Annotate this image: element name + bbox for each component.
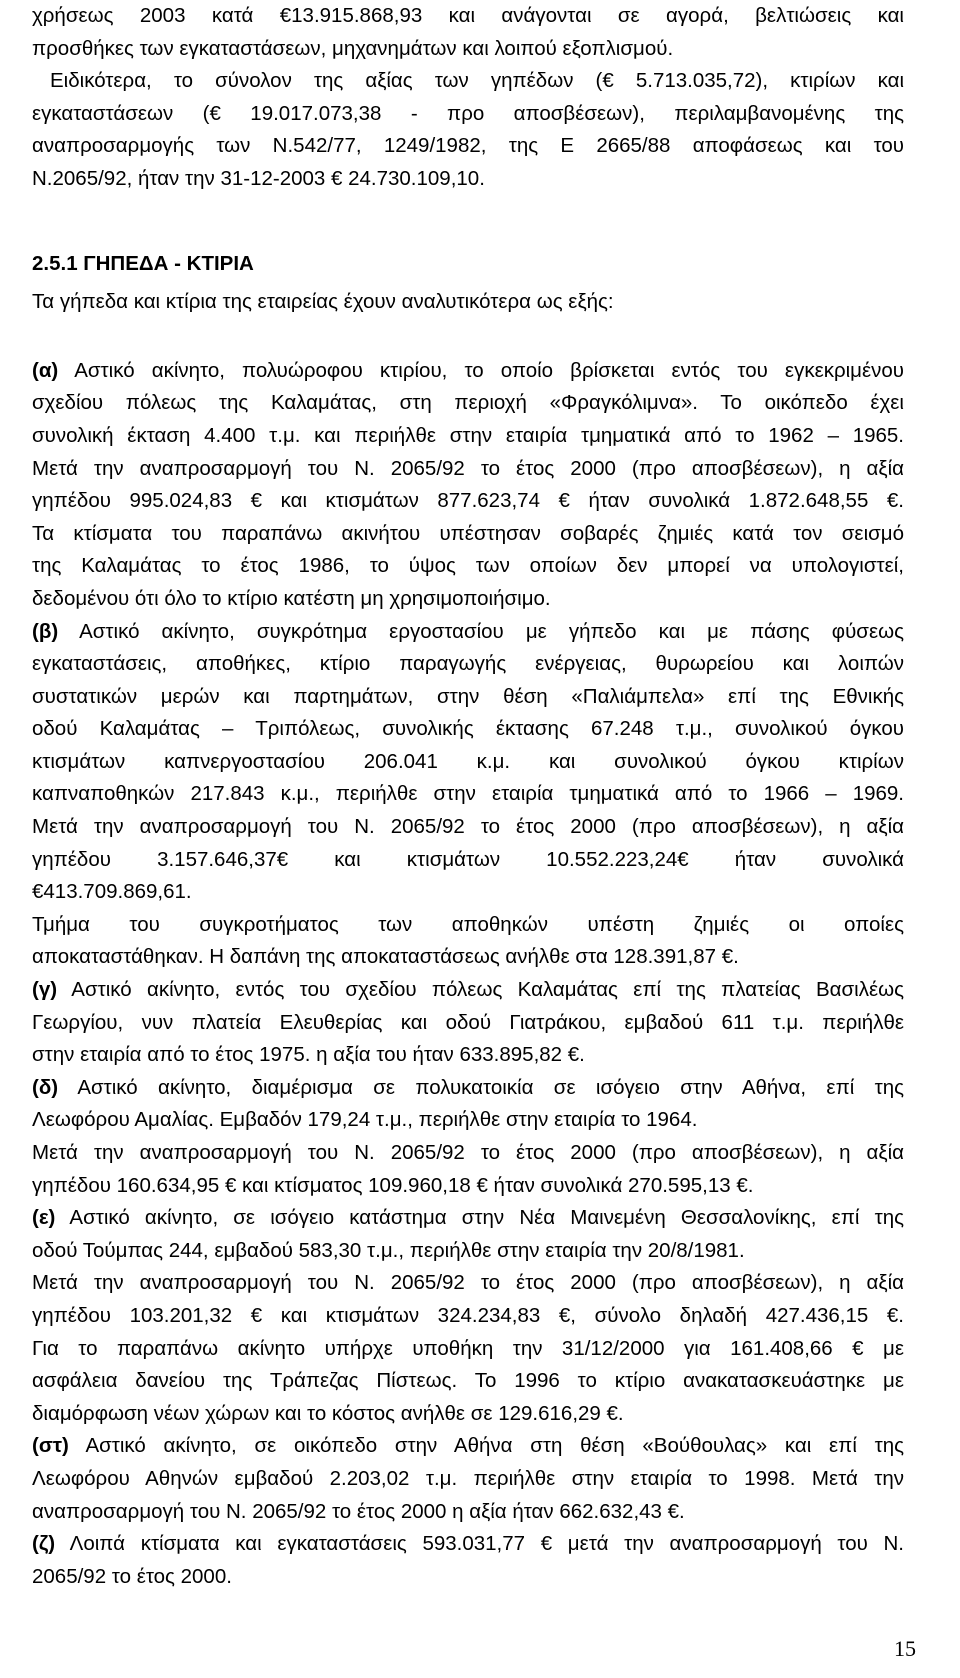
page-number: 15 (894, 1636, 916, 1661)
item-text: Τμήμα του συγκροτήματος των αποθηκών υπέστη ζημιές οι οποίες (32, 912, 904, 936)
text-line (32, 387, 904, 420)
item-text: στην εταιρία από το έτος 1975. η αξία του ήταν 633.895,82 €. (32, 1043, 585, 1067)
property-list (32, 355, 904, 1594)
item-marker: (ε) (32, 1206, 56, 1230)
text-line (32, 1430, 904, 1463)
intro-paragraph (32, 0, 904, 196)
text-line (32, 746, 904, 779)
item-text: καπναποθηκών 217.843 κ.μ., περιήλθε στην εταιρία τμηματικά από το 1966 – 1969. (32, 782, 904, 806)
property-item (32, 974, 904, 1072)
text-line (32, 974, 904, 1007)
text-line (32, 876, 904, 909)
item-text: της Καλαμάτας το έτος 1986, το ύψος των οποίων δεν μπορεί να υπολογιστεί, (32, 554, 904, 578)
section-heading: 2.5.1 ΓΗΠΕΔΑ - ΚΤΙΡΙΑ (32, 251, 254, 275)
text-line (32, 1300, 904, 1333)
property-item (32, 616, 904, 975)
text-line (32, 485, 904, 518)
item-text: διαμόρφωση νέων χώρων και το κόστος ανήλθε σε 129.616,29 €. (32, 1401, 624, 1425)
text-line (32, 550, 904, 583)
text-line (32, 1561, 904, 1594)
text-line (32, 1365, 904, 1398)
item-text: κτισμάτων καπνεργοστασίου 206.041 κ.μ. και συνολικού όγκου κτιρίων (32, 749, 904, 773)
text-line (32, 844, 904, 877)
item-text: Λεωφόρου Αθηνών εμβαδού 2.203,02 τ.μ. περιήλθε στην εταιρία το 1998. Μετά την (32, 1466, 904, 1490)
text-line (32, 1267, 904, 1300)
text-line (32, 1202, 904, 1235)
text-line (32, 1104, 904, 1137)
text-line (32, 648, 904, 681)
text-line (32, 681, 904, 714)
item-text: Αστικό ακίνητο, πολυώροφου κτιρίου, το οποίο βρίσκεται εντός του εγκεκριμένου (74, 358, 904, 382)
text-line: προσθήκες των εγκαταστάσεων, μηχανημάτων και λοιπού εξοπλισμού. (32, 36, 674, 60)
text-line (32, 778, 904, 811)
text-line: Ειδικότερα, το σύνολον της αξίας των γηπέδων (€ 5.713.035,72), κτιρίων και (50, 69, 904, 93)
section-subintro: Τα γήπεδα και κτίρια της εταιρείας έχουν αναλυτικότερα ως εξής: (32, 290, 614, 314)
item-text: Αστικό ακίνητο, εντός του σχεδίου πόλεως Καλαμάτας επί της πλατείας Βασιλέως (71, 978, 904, 1002)
property-item (32, 1430, 904, 1528)
text-line (32, 1528, 904, 1561)
text-line (32, 1333, 904, 1366)
text-line (32, 420, 904, 453)
item-text: Αστικό ακίνητο, συγκρότημα εργοστασίου με γήπεδο και με πάσης φύσεως (79, 619, 904, 643)
property-item (32, 1202, 904, 1430)
text-line (32, 1463, 904, 1496)
item-text: οδού Καλαμάτας – Τριπόλεως, συνολικής έκτασης 67.248 τ.μ., συνολικού όγκου (32, 717, 904, 741)
text-line (32, 453, 904, 486)
item-text: Μετά την αναπροσαρμογή του Ν. 2065/92 το έτος 2000 (προ αποσβέσεων), η αξία (32, 1141, 904, 1164)
item-text: Λεωφόρου Αμαλίας. Εμβαδόν 179,24 τ.μ., περιήλθε στην εταιρία το 1964. (32, 1108, 698, 1132)
text-line (32, 811, 904, 844)
item-text: Μετά την αναπροσαρμογή του Ν. 2065/92 το έτος 2000 (προ αποσβέσεων), η αξία (32, 456, 904, 480)
item-marker: (β) (32, 619, 59, 643)
item-text: Μετά την αναπροσαρμογή του Ν. 2065/92 το έτος 2000 (προ αποσβέσεων), η αξία (32, 815, 904, 839)
text-line (32, 1007, 904, 1040)
text-line (32, 909, 904, 942)
item-marker: (ζ) (32, 1532, 56, 1556)
text-line (32, 355, 904, 388)
text-line (32, 518, 904, 551)
item-text: Γεωργίου, νυν πλατεία Ελευθερίας και οδού Γιατράκου, εμβαδού 611 τ.μ. περιήλθε (32, 1010, 904, 1034)
item-text: γηπέδου 103.201,32 € και κτισμάτων 324.234,83 €, σύνολο δηλαδή 427.436,15 €. (32, 1303, 904, 1327)
item-text: σχεδίου πόλεως της Καλαμάτας, στη περιοχή «Φραγκόλιμνα». Το οικόπεδο έχει (32, 391, 904, 415)
item-marker: (δ) (32, 1075, 59, 1099)
item-marker: (στ) (32, 1434, 69, 1458)
text-line (32, 941, 904, 974)
item-text: Λοιπά κτίσματα και εγκαταστάσεις 593.031,77 € μετά την αναπροσαρμογή του Ν. (69, 1532, 904, 1556)
item-text: Αστικό ακίνητο, σε οικόπεδο στην Αθήνα στη θέση «Βούθουλας» και επί της (85, 1434, 904, 1458)
item-text: συνολική έκταση 4.400 τ.μ. και περιήλθε στην εταιρία τμηματικά από το 1962 – 1965. (32, 423, 904, 447)
item-text: συστατικών μερών και παρτημάτων, στην θέση «Παλιάμπελα» επί της Εθνικής (32, 684, 904, 708)
item-text: αναπροσαρμογή του Ν. 2065/92 το έτος 2000 η αξία ήταν 662.632,43 €. (32, 1499, 685, 1523)
text-line: χρήσεως 2003 κατά €13.915.868,93 και ανάγονται σε αγορά, βελτιώσεις και (32, 4, 904, 27)
property-item (32, 1528, 904, 1593)
text-line (32, 616, 904, 649)
item-text: δεδομένου ότι όλο το κτίριο κατέστη μη χρησιμοποιήσιμο. (32, 586, 551, 610)
item-text: €413.709.869,61. (32, 880, 192, 904)
text-line (32, 583, 904, 616)
item-text: Αστικό ακίνητο, διαμέρισμα σε πολυκατοικία σε ισόγειο στην Αθήνα, επί της (77, 1075, 904, 1099)
item-text: Μετά την αναπροσαρμογή του Ν. 2065/92 το έτος 2000 (προ αποσβέσεων), η αξία (32, 1271, 904, 1295)
text-line: αναπροσαρμογής των Ν.542/77, 1249/1982, της Ε 2665/88 αποφάσεως και του (32, 134, 904, 158)
item-text: Για το παραπάνω ακίνητο υπήρχε υποθήκη την 31/12/2000 για 161.408,66 € με (32, 1336, 904, 1360)
item-text: Τα κτίσματα του παραπάνω ακινήτου υπέστησαν σοβαρές ζημιές κατά τον σεισμό (32, 521, 904, 545)
property-item (32, 1072, 904, 1202)
text-line (32, 1072, 904, 1105)
text-line (32, 713, 904, 746)
item-text: ασφάλεια δανείου της Τράπεζας Πίστεως. Το 1996 το κτίριο ανακατασκευάστηκε με (32, 1369, 904, 1393)
text-line (32, 1496, 904, 1529)
document-page (32, 0, 904, 1593)
item-marker: (γ) (32, 978, 58, 1002)
text-line (32, 1235, 904, 1268)
item-text: οδού Τούμπας 244, εμβαδού 583,30 τ.μ., περιήλθε στην εταιρία την 20/8/1981. (32, 1238, 745, 1262)
item-text: γηπέδου 3.157.646,37€ και κτισμάτων 10.552.223,24€ ήταν συνολικά (32, 847, 904, 871)
item-text: αποκαταστάθηκαν. Η δαπάνη της αποκαταστάσεως ανήλθε στα 128.391,87 €. (32, 945, 739, 969)
item-text: 2065/92 το έτος 2000. (32, 1564, 232, 1588)
property-item (32, 355, 904, 616)
item-text: γηπέδου 995.024,83 € και κτισμάτων 877.623,74 € ήταν συνολικά 1.872.648,55 €. (32, 489, 904, 513)
text-line (32, 1137, 904, 1170)
text-line (32, 1398, 904, 1431)
text-line (32, 1039, 904, 1072)
item-text: γηπέδου 160.634,95 € και κτίσματος 109.960,18 € ήταν συνολικά 270.595,13 €. (32, 1173, 754, 1197)
text-line (32, 1170, 904, 1203)
text-line: Ν.2065/92, ήταν την 31-12-2003 € 24.730.109,10. (32, 166, 485, 190)
text-line: εγκαταστάσεων (€ 19.017.073,38 - προ αποσβέσεων), περιλαμβανομένης της (32, 101, 904, 125)
item-text: εγκαταστάσεις, αποθήκες, κτίριο παραγωγής ενέργειας, θυρωρείου και λοιπών (32, 652, 904, 676)
item-text: Αστικό ακίνητο, σε ισόγειο κατάστημα στην Νέα Μαινεμένη Θεσσαλονίκης, επί της (69, 1206, 904, 1230)
item-marker: (α) (32, 358, 59, 382)
